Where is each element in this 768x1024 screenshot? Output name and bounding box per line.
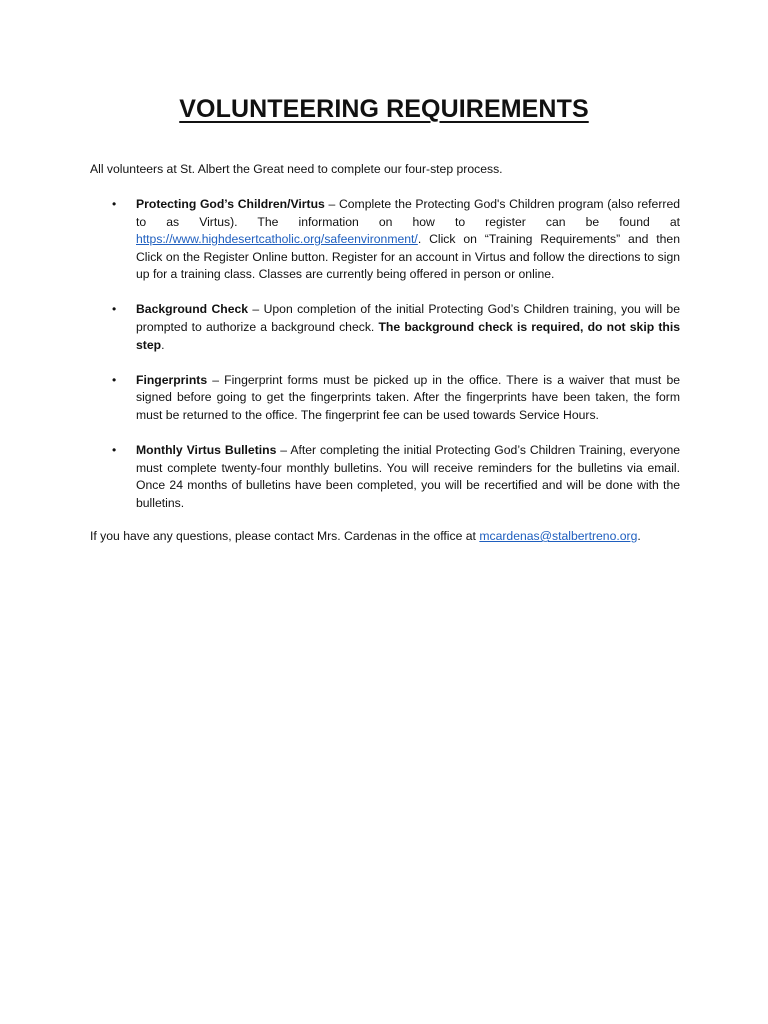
requirements-list (90, 196, 680, 530)
bullet-heading: Protecting God’s Children/Virtus (136, 197, 325, 211)
bullet-text-continued: . Click on “Training Requirements” and then Click on the Register Online button. Register for an account in Virtus and follow the directions to sign up for a training class. Classes are currently being offered in person or online. (136, 232, 680, 282)
list-item-virtus (90, 196, 680, 284)
bullet-emphasis: The background check is required, do not skip this step (136, 320, 680, 352)
bullet-text: – Complete the Protecting God's Children program (also referred to as Virtus). The information on how to register can be found at (136, 197, 680, 229)
safe-environment-link[interactable]: https://www.highdesertcatholic.org/safeenvironment/ (136, 232, 418, 247)
bullet-text: – Fingerprint forms must be picked up in the office. There is a waiver that must be signed before going to get the fingerprints taken. After the fingerprints have been taken, the form must be returned to the office. The fingerprint fee can be used towards Service Hours. (136, 372, 680, 422)
bullet-text: – After completing the initial Protecting God’s Children Training, everyone must complete twenty-four monthly bulletins. You will receive reminders for the bulletins via email. Once 24 months of bulletins have been completed, you will be recertified and will be done with the bulletins. (136, 443, 680, 510)
closing-paragraph (90, 528, 690, 546)
bullet-text-end: . (161, 337, 165, 352)
bullet-heading: Background Check (136, 302, 249, 317)
bullet-heading: Monthly Virtus Bulletins (136, 443, 277, 458)
bullet-text: – Upon completion of the initial Protecting God’s Children training, you will be prompted to authorize a background check. (136, 302, 680, 335)
bullet-icon: • (112, 302, 117, 317)
contact-email-link[interactable]: mcardenas@stalbertreno.org (479, 529, 638, 543)
list-item-monthly-bulletins (90, 442, 680, 512)
bullet-icon: • (112, 443, 117, 458)
intro-paragraph: All volunteers at St. Albert the Great need to complete our four-step process. (90, 162, 503, 176)
bullet-icon: • (112, 197, 117, 211)
closing-end: . (637, 529, 641, 543)
list-item-background-check (90, 301, 680, 354)
list-item-fingerprints (90, 372, 680, 425)
page-title: VOLUNTEERING REQUIREMENTS (179, 95, 589, 123)
bullet-heading: Fingerprints (136, 372, 208, 387)
bullet-icon: • (112, 372, 117, 387)
closing-text: If you have any questions, please contact Mrs. Cardenas in the office at (90, 529, 480, 543)
